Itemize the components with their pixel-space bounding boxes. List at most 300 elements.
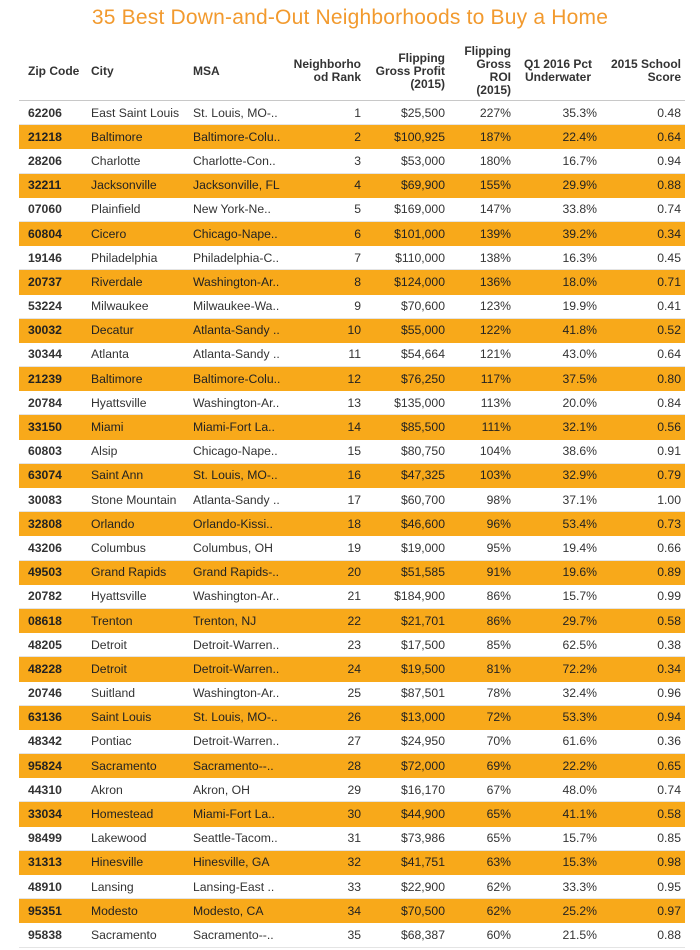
pct-underwater-cell: 21.5% bbox=[515, 923, 601, 947]
pct-underwater-cell: 22.2% bbox=[515, 754, 601, 778]
header-flipping-gross-profit[interactable]: Flipping Gross Profit (2015) bbox=[365, 42, 449, 101]
table-row[interactable] bbox=[19, 149, 685, 173]
table-row[interactable] bbox=[19, 415, 685, 439]
gross-profit-cell: $19,500 bbox=[365, 657, 449, 681]
school-score-cell: 0.80 bbox=[601, 367, 685, 391]
gross-roi-cell: 103% bbox=[449, 463, 515, 487]
table-row[interactable] bbox=[19, 488, 685, 512]
msa-cell: Atlanta-Sandy .. bbox=[189, 342, 285, 366]
table-row[interactable] bbox=[19, 802, 685, 826]
zip-code-cell: 21218 bbox=[19, 125, 87, 149]
msa-cell: Trenton, NJ bbox=[189, 608, 285, 632]
page-title: 35 Best Down-and-Out Neighborhoods to Buy a Home bbox=[91, 6, 609, 29]
header-neighborhood-rank[interactable]: Neighborho od Rank bbox=[285, 42, 365, 101]
gross-profit-cell: $53,000 bbox=[365, 149, 449, 173]
pct-underwater-cell: 37.1% bbox=[515, 488, 601, 512]
gross-roi-cell: 86% bbox=[449, 584, 515, 608]
gross-roi-cell: 65% bbox=[449, 802, 515, 826]
rank-cell: 30 bbox=[285, 802, 365, 826]
table-row[interactable] bbox=[19, 899, 685, 923]
zip-code-cell: 95351 bbox=[19, 899, 87, 923]
gross-profit-cell: $69,900 bbox=[365, 173, 449, 197]
zip-code-cell: 48205 bbox=[19, 633, 87, 657]
pct-underwater-cell: 61.6% bbox=[515, 729, 601, 753]
table-row[interactable] bbox=[19, 197, 685, 221]
header-school-score[interactable]: 2015 School Score bbox=[601, 42, 685, 101]
gross-profit-cell: $80,750 bbox=[365, 439, 449, 463]
gross-profit-cell: $101,000 bbox=[365, 221, 449, 245]
school-score-cell: 0.97 bbox=[601, 899, 685, 923]
gross-profit-cell: $41,751 bbox=[365, 850, 449, 874]
msa-cell: Sacramento--.. bbox=[189, 754, 285, 778]
gross-profit-cell: $55,000 bbox=[365, 318, 449, 342]
zip-code-cell: 63074 bbox=[19, 463, 87, 487]
city-cell: Stone Mountain bbox=[87, 488, 189, 512]
rank-cell: 25 bbox=[285, 681, 365, 705]
pct-underwater-cell: 72.2% bbox=[515, 657, 601, 681]
city-cell: Plainfield bbox=[87, 197, 189, 221]
zip-code-cell: 32808 bbox=[19, 512, 87, 536]
city-cell: Columbus bbox=[87, 536, 189, 560]
gross-roi-cell: 95% bbox=[449, 536, 515, 560]
zip-code-cell: 44310 bbox=[19, 778, 87, 802]
zip-code-cell: 28206 bbox=[19, 149, 87, 173]
table-row[interactable] bbox=[19, 463, 685, 487]
zip-code-cell: 08618 bbox=[19, 608, 87, 632]
table-row[interactable] bbox=[19, 125, 685, 149]
table-row[interactable] bbox=[19, 560, 685, 584]
school-score-cell: 0.58 bbox=[601, 802, 685, 826]
rank-cell: 26 bbox=[285, 705, 365, 729]
msa-cell: Hinesville, GA bbox=[189, 850, 285, 874]
pct-underwater-cell: 62.5% bbox=[515, 633, 601, 657]
msa-cell: Detroit-Warren.. bbox=[189, 633, 285, 657]
gross-roi-cell: 136% bbox=[449, 270, 515, 294]
school-score-cell: 0.85 bbox=[601, 826, 685, 850]
school-score-cell: 0.89 bbox=[601, 560, 685, 584]
gross-profit-cell: $24,950 bbox=[365, 729, 449, 753]
msa-cell: Sacramento--.. bbox=[189, 923, 285, 947]
school-score-cell: 0.71 bbox=[601, 270, 685, 294]
school-score-cell: 0.74 bbox=[601, 778, 685, 802]
table-row[interactable] bbox=[19, 173, 685, 197]
table-body bbox=[19, 101, 685, 948]
zip-code-cell: 63136 bbox=[19, 705, 87, 729]
rank-cell: 7 bbox=[285, 246, 365, 270]
pct-underwater-cell: 16.7% bbox=[515, 149, 601, 173]
city-cell: Lakewood bbox=[87, 826, 189, 850]
school-score-cell: 0.79 bbox=[601, 463, 685, 487]
rank-cell: 34 bbox=[285, 899, 365, 923]
city-cell: Sacramento bbox=[87, 923, 189, 947]
rank-cell: 33 bbox=[285, 875, 365, 899]
school-score-cell: 0.56 bbox=[601, 415, 685, 439]
table-row[interactable] bbox=[19, 367, 685, 391]
msa-cell: Washington-Ar.. bbox=[189, 681, 285, 705]
city-cell: Baltimore bbox=[87, 367, 189, 391]
city-cell: Akron bbox=[87, 778, 189, 802]
table-row[interactable] bbox=[19, 342, 685, 366]
gross-profit-cell: $184,900 bbox=[365, 584, 449, 608]
msa-cell: Akron, OH bbox=[189, 778, 285, 802]
school-score-cell: 0.84 bbox=[601, 391, 685, 415]
rank-cell: 32 bbox=[285, 850, 365, 874]
msa-cell: Washington-Ar.. bbox=[189, 391, 285, 415]
school-score-cell: 0.95 bbox=[601, 875, 685, 899]
gross-profit-cell: $169,000 bbox=[365, 197, 449, 221]
pct-underwater-cell: 41.1% bbox=[515, 802, 601, 826]
zip-code-cell: 43206 bbox=[19, 536, 87, 560]
gross-profit-cell: $85,500 bbox=[365, 415, 449, 439]
zip-code-cell: 48342 bbox=[19, 729, 87, 753]
gross-profit-cell: $13,000 bbox=[365, 705, 449, 729]
city-cell: Trenton bbox=[87, 608, 189, 632]
rank-cell: 20 bbox=[285, 560, 365, 584]
gross-profit-cell: $72,000 bbox=[365, 754, 449, 778]
msa-cell: Philadelphia-C.. bbox=[189, 246, 285, 270]
header-city[interactable]: City bbox=[87, 42, 189, 101]
rank-cell: 2 bbox=[285, 125, 365, 149]
school-score-cell: 0.91 bbox=[601, 439, 685, 463]
rank-cell: 28 bbox=[285, 754, 365, 778]
rank-cell: 13 bbox=[285, 391, 365, 415]
msa-cell: Baltimore-Colu.. bbox=[189, 125, 285, 149]
table-row[interactable] bbox=[19, 729, 685, 753]
pct-underwater-cell: 19.9% bbox=[515, 294, 601, 318]
rank-cell: 11 bbox=[285, 342, 365, 366]
school-score-cell: 0.48 bbox=[601, 101, 685, 125]
gross-roi-cell: 139% bbox=[449, 221, 515, 245]
msa-cell: Washington-Ar.. bbox=[189, 584, 285, 608]
city-cell: Hyattsville bbox=[87, 584, 189, 608]
table-row[interactable] bbox=[19, 850, 685, 874]
msa-cell: Modesto, CA bbox=[189, 899, 285, 923]
table-header-row bbox=[19, 42, 685, 101]
table-row[interactable] bbox=[19, 778, 685, 802]
gross-profit-cell: $70,600 bbox=[365, 294, 449, 318]
pct-underwater-cell: 22.4% bbox=[515, 125, 601, 149]
pct-underwater-cell: 48.0% bbox=[515, 778, 601, 802]
header-zip-code[interactable]: Zip Code bbox=[19, 42, 87, 101]
rank-cell: 35 bbox=[285, 923, 365, 947]
gross-roi-cell: 62% bbox=[449, 899, 515, 923]
city-cell: Philadelphia bbox=[87, 246, 189, 270]
table-row[interactable] bbox=[19, 633, 685, 657]
gross-profit-cell: $73,986 bbox=[365, 826, 449, 850]
msa-cell: Orlando-Kissi.. bbox=[189, 512, 285, 536]
gross-roi-cell: 123% bbox=[449, 294, 515, 318]
table-row[interactable] bbox=[19, 439, 685, 463]
msa-cell: St. Louis, MO-.. bbox=[189, 101, 285, 125]
zip-code-cell: 60803 bbox=[19, 439, 87, 463]
zip-code-cell: 20782 bbox=[19, 584, 87, 608]
pct-underwater-cell: 32.4% bbox=[515, 681, 601, 705]
zip-code-cell: 21239 bbox=[19, 367, 87, 391]
zip-code-cell: 20784 bbox=[19, 391, 87, 415]
table-row[interactable] bbox=[19, 270, 685, 294]
gross-profit-cell: $19,000 bbox=[365, 536, 449, 560]
msa-cell: Seattle-Tacom.. bbox=[189, 826, 285, 850]
rank-cell: 21 bbox=[285, 584, 365, 608]
pct-underwater-cell: 15.3% bbox=[515, 850, 601, 874]
gross-roi-cell: 155% bbox=[449, 173, 515, 197]
school-score-cell: 0.41 bbox=[601, 294, 685, 318]
zip-code-cell: 95824 bbox=[19, 754, 87, 778]
school-score-cell: 0.88 bbox=[601, 923, 685, 947]
header-pct-underwater[interactable]: Q1 2016 Pct Underwater bbox=[515, 42, 601, 101]
gross-roi-cell: 81% bbox=[449, 657, 515, 681]
table-row[interactable] bbox=[19, 318, 685, 342]
gross-roi-cell: 187% bbox=[449, 125, 515, 149]
table-row[interactable] bbox=[19, 512, 685, 536]
city-cell: Cicero bbox=[87, 221, 189, 245]
city-cell: Detroit bbox=[87, 633, 189, 657]
zip-code-cell: 33150 bbox=[19, 415, 87, 439]
gross-roi-cell: 67% bbox=[449, 778, 515, 802]
zip-code-cell: 33034 bbox=[19, 802, 87, 826]
table-row[interactable] bbox=[19, 705, 685, 729]
table-row[interactable] bbox=[19, 536, 685, 560]
gross-roi-cell: 104% bbox=[449, 439, 515, 463]
city-cell: Hyattsville bbox=[87, 391, 189, 415]
gross-roi-cell: 63% bbox=[449, 850, 515, 874]
gross-profit-cell: $100,925 bbox=[365, 125, 449, 149]
table-row[interactable] bbox=[19, 923, 685, 947]
school-score-cell: 0.98 bbox=[601, 850, 685, 874]
city-cell: Atlanta bbox=[87, 342, 189, 366]
table-row[interactable] bbox=[19, 875, 685, 899]
gross-roi-cell: 85% bbox=[449, 633, 515, 657]
city-cell: Riverdale bbox=[87, 270, 189, 294]
pct-underwater-cell: 20.0% bbox=[515, 391, 601, 415]
school-score-cell: 0.38 bbox=[601, 633, 685, 657]
city-cell: Lansing bbox=[87, 875, 189, 899]
rank-cell: 4 bbox=[285, 173, 365, 197]
msa-cell: St. Louis, MO-.. bbox=[189, 705, 285, 729]
table-row[interactable] bbox=[19, 608, 685, 632]
rank-cell: 6 bbox=[285, 221, 365, 245]
gross-roi-cell: 147% bbox=[449, 197, 515, 221]
pct-underwater-cell: 35.3% bbox=[515, 101, 601, 125]
rank-cell: 24 bbox=[285, 657, 365, 681]
city-cell: Suitland bbox=[87, 681, 189, 705]
msa-cell: Washington-Ar.. bbox=[189, 270, 285, 294]
msa-cell: New York-Ne.. bbox=[189, 197, 285, 221]
city-cell: Homestead bbox=[87, 802, 189, 826]
gross-profit-cell: $70,500 bbox=[365, 899, 449, 923]
pct-underwater-cell: 19.4% bbox=[515, 536, 601, 560]
city-cell: Detroit bbox=[87, 657, 189, 681]
msa-cell: Chicago-Nape.. bbox=[189, 439, 285, 463]
city-cell: Decatur bbox=[87, 318, 189, 342]
gross-roi-cell: 121% bbox=[449, 342, 515, 366]
pct-underwater-cell: 43.0% bbox=[515, 342, 601, 366]
pct-underwater-cell: 53.4% bbox=[515, 512, 601, 536]
gross-roi-cell: 98% bbox=[449, 488, 515, 512]
zip-code-cell: 53224 bbox=[19, 294, 87, 318]
rank-cell: 15 bbox=[285, 439, 365, 463]
pct-underwater-cell: 38.6% bbox=[515, 439, 601, 463]
msa-cell: Baltimore-Colu.. bbox=[189, 367, 285, 391]
gross-roi-cell: 72% bbox=[449, 705, 515, 729]
neighborhoods-table bbox=[19, 42, 685, 948]
gross-profit-cell: $110,000 bbox=[365, 246, 449, 270]
city-cell: Grand Rapids bbox=[87, 560, 189, 584]
city-cell: Sacramento bbox=[87, 754, 189, 778]
zip-code-cell: 30083 bbox=[19, 488, 87, 512]
gross-profit-cell: $25,500 bbox=[365, 101, 449, 125]
gross-profit-cell: $16,170 bbox=[365, 778, 449, 802]
msa-cell: Jacksonville, FL bbox=[189, 173, 285, 197]
school-score-cell: 0.74 bbox=[601, 197, 685, 221]
city-cell: Saint Louis bbox=[87, 705, 189, 729]
pct-underwater-cell: 29.9% bbox=[515, 173, 601, 197]
pct-underwater-cell: 29.7% bbox=[515, 608, 601, 632]
rank-cell: 31 bbox=[285, 826, 365, 850]
school-score-cell: 0.34 bbox=[601, 657, 685, 681]
rank-cell: 27 bbox=[285, 729, 365, 753]
gross-roi-cell: 96% bbox=[449, 512, 515, 536]
msa-cell: Miami-Fort La.. bbox=[189, 415, 285, 439]
gross-roi-cell: 78% bbox=[449, 681, 515, 705]
zip-code-cell: 19146 bbox=[19, 246, 87, 270]
gross-roi-cell: 91% bbox=[449, 560, 515, 584]
rank-cell: 19 bbox=[285, 536, 365, 560]
msa-cell: Detroit-Warren.. bbox=[189, 729, 285, 753]
school-score-cell: 0.36 bbox=[601, 729, 685, 753]
table-row[interactable] bbox=[19, 826, 685, 850]
rank-cell: 8 bbox=[285, 270, 365, 294]
msa-cell: Chicago-Nape.. bbox=[189, 221, 285, 245]
table-row[interactable] bbox=[19, 294, 685, 318]
rank-cell: 10 bbox=[285, 318, 365, 342]
gross-roi-cell: 227% bbox=[449, 101, 515, 125]
msa-cell: Detroit-Warren.. bbox=[189, 657, 285, 681]
rank-cell: 3 bbox=[285, 149, 365, 173]
gross-roi-cell: 111% bbox=[449, 415, 515, 439]
pct-underwater-cell: 16.3% bbox=[515, 246, 601, 270]
gross-profit-cell: $54,664 bbox=[365, 342, 449, 366]
table-row[interactable] bbox=[19, 246, 685, 270]
gross-profit-cell: $68,387 bbox=[365, 923, 449, 947]
zip-code-cell: 20746 bbox=[19, 681, 87, 705]
msa-cell: Lansing-East .. bbox=[189, 875, 285, 899]
pct-underwater-cell: 41.8% bbox=[515, 318, 601, 342]
table-row[interactable] bbox=[19, 754, 685, 778]
gross-roi-cell: 62% bbox=[449, 875, 515, 899]
msa-cell: Milwaukee-Wa.. bbox=[189, 294, 285, 318]
school-score-cell: 0.45 bbox=[601, 246, 685, 270]
city-cell: Jacksonville bbox=[87, 173, 189, 197]
gross-profit-cell: $46,600 bbox=[365, 512, 449, 536]
rank-cell: 14 bbox=[285, 415, 365, 439]
school-score-cell: 0.64 bbox=[601, 342, 685, 366]
school-score-cell: 0.94 bbox=[601, 705, 685, 729]
city-cell: Hinesville bbox=[87, 850, 189, 874]
msa-cell: Atlanta-Sandy .. bbox=[189, 318, 285, 342]
table-row[interactable] bbox=[19, 101, 685, 125]
gross-roi-cell: 138% bbox=[449, 246, 515, 270]
gross-profit-cell: $44,900 bbox=[365, 802, 449, 826]
header-flipping-gross-roi[interactable]: Flipping Gross ROI (2015) bbox=[449, 42, 515, 101]
gross-roi-cell: 113% bbox=[449, 391, 515, 415]
zip-code-cell: 48228 bbox=[19, 657, 87, 681]
table-row[interactable] bbox=[19, 681, 685, 705]
pct-underwater-cell: 33.8% bbox=[515, 197, 601, 221]
gross-roi-cell: 70% bbox=[449, 729, 515, 753]
gross-roi-cell: 117% bbox=[449, 367, 515, 391]
zip-code-cell: 98499 bbox=[19, 826, 87, 850]
header-msa[interactable]: MSA bbox=[189, 42, 285, 101]
pct-underwater-cell: 25.2% bbox=[515, 899, 601, 923]
rank-cell: 16 bbox=[285, 463, 365, 487]
table-row[interactable] bbox=[19, 584, 685, 608]
zip-code-cell: 60804 bbox=[19, 221, 87, 245]
school-score-cell: 0.58 bbox=[601, 608, 685, 632]
gross-profit-cell: $60,700 bbox=[365, 488, 449, 512]
rank-cell: 18 bbox=[285, 512, 365, 536]
school-score-cell: 0.99 bbox=[601, 584, 685, 608]
city-cell: Alsip bbox=[87, 439, 189, 463]
city-cell: Orlando bbox=[87, 512, 189, 536]
city-cell: Modesto bbox=[87, 899, 189, 923]
pct-underwater-cell: 53.3% bbox=[515, 705, 601, 729]
school-score-cell: 0.94 bbox=[601, 149, 685, 173]
gross-profit-cell: $21,701 bbox=[365, 608, 449, 632]
city-cell: Miami bbox=[87, 415, 189, 439]
table-row[interactable] bbox=[19, 391, 685, 415]
zip-code-cell: 32211 bbox=[19, 173, 87, 197]
city-cell: East Saint Louis bbox=[87, 101, 189, 125]
rank-cell: 9 bbox=[285, 294, 365, 318]
zip-code-cell: 07060 bbox=[19, 197, 87, 221]
gross-roi-cell: 180% bbox=[449, 149, 515, 173]
gross-profit-cell: $47,325 bbox=[365, 463, 449, 487]
pct-underwater-cell: 39.2% bbox=[515, 221, 601, 245]
pct-underwater-cell: 32.1% bbox=[515, 415, 601, 439]
zip-code-cell: 95838 bbox=[19, 923, 87, 947]
school-score-cell: 0.73 bbox=[601, 512, 685, 536]
school-score-cell: 0.66 bbox=[601, 536, 685, 560]
school-score-cell: 0.64 bbox=[601, 125, 685, 149]
city-cell: Charlotte bbox=[87, 149, 189, 173]
school-score-cell: 0.88 bbox=[601, 173, 685, 197]
gross-roi-cell: 86% bbox=[449, 608, 515, 632]
gross-profit-cell: $87,501 bbox=[365, 681, 449, 705]
zip-code-cell: 62206 bbox=[19, 101, 87, 125]
rank-cell: 12 bbox=[285, 367, 365, 391]
table-row[interactable] bbox=[19, 221, 685, 245]
msa-cell: Atlanta-Sandy .. bbox=[189, 488, 285, 512]
school-score-cell: 0.65 bbox=[601, 754, 685, 778]
table-row[interactable] bbox=[19, 657, 685, 681]
school-score-cell: 1.00 bbox=[601, 488, 685, 512]
school-score-cell: 0.52 bbox=[601, 318, 685, 342]
pct-underwater-cell: 37.5% bbox=[515, 367, 601, 391]
zip-code-cell: 30344 bbox=[19, 342, 87, 366]
pct-underwater-cell: 18.0% bbox=[515, 270, 601, 294]
rank-cell: 22 bbox=[285, 608, 365, 632]
city-cell: Baltimore bbox=[87, 125, 189, 149]
msa-cell: Charlotte-Con.. bbox=[189, 149, 285, 173]
city-cell: Saint Ann bbox=[87, 463, 189, 487]
zip-code-cell: 30032 bbox=[19, 318, 87, 342]
pct-underwater-cell: 15.7% bbox=[515, 584, 601, 608]
gross-roi-cell: 69% bbox=[449, 754, 515, 778]
rank-cell: 5 bbox=[285, 197, 365, 221]
school-score-cell: 0.34 bbox=[601, 221, 685, 245]
pct-underwater-cell: 32.9% bbox=[515, 463, 601, 487]
